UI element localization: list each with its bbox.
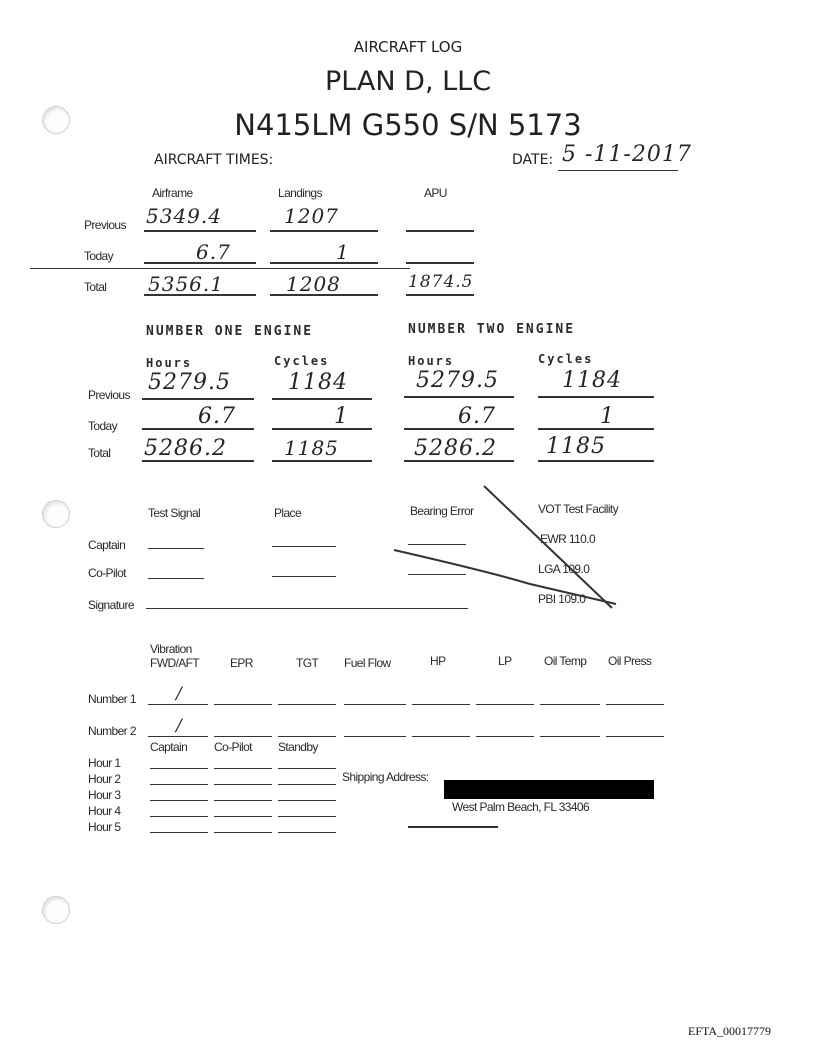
crew-header-co-pilot: Co-Pilot xyxy=(214,740,252,754)
landings-today: 1 xyxy=(336,240,350,264)
engine-one-title: NUMBER ONE ENGINE xyxy=(146,324,314,339)
engine-two-hours-header: Hours xyxy=(408,354,455,368)
vor-cross-out-mark xyxy=(380,480,630,620)
apu-today-line xyxy=(406,262,474,264)
co-pilot-test-signal-line xyxy=(148,578,204,579)
param-header-epr: EPR xyxy=(230,656,253,670)
hour-3-standby-line xyxy=(278,800,336,801)
vibration-number-1: / xyxy=(176,684,183,704)
punch-hole-middle xyxy=(42,500,70,528)
shipping-address-label: Shipping Address: xyxy=(342,770,429,784)
bates-number: EFTA_00017779 xyxy=(688,1024,772,1038)
engine-one-hours-previous: 5279.5 xyxy=(148,370,231,395)
hour-2-standby-line xyxy=(278,784,336,785)
engine-two-cycles-today: 1 xyxy=(600,404,615,429)
engine-one-cycles-previous-line xyxy=(272,398,372,400)
facility-ewr: EWR 110.0 xyxy=(540,532,596,546)
number-1-lp-line xyxy=(476,704,534,705)
facility-lga: LGA 109.0 xyxy=(538,562,590,576)
number-2-oil-press-line xyxy=(606,736,664,737)
redacted-address-block xyxy=(444,780,654,799)
times-row-label-today: Today xyxy=(84,249,114,263)
hour-1-co-pilot-line xyxy=(214,768,272,769)
log-title: AIRCRAFT LOG xyxy=(353,38,463,56)
captain-place-line xyxy=(272,546,336,547)
number-2-epr-line xyxy=(214,736,272,737)
hour-4-standby-line xyxy=(278,816,336,817)
engine-two-hours-today: 6.7 xyxy=(458,404,496,429)
airframe-today: 6.7 xyxy=(196,240,231,264)
landings-total: 1208 xyxy=(286,272,341,296)
number-2-lp-line xyxy=(476,736,534,737)
engine-two-cycles-previous-line xyxy=(538,396,654,398)
airframe-previous-line xyxy=(144,230,256,232)
vor-row-label-captain: Captain xyxy=(88,538,126,552)
number-1-oil-press-line xyxy=(606,704,664,705)
landings-today-line xyxy=(270,262,378,264)
param-header-oil-press: Oil Press xyxy=(608,654,652,668)
vor-row-label-co-pilot: Co-Pilot xyxy=(88,566,126,580)
crew-row-label-hour-5: Hour 5 xyxy=(88,820,121,834)
shipping-city: West Palm Beach, FL 33406 xyxy=(452,800,590,814)
number-2-oil-temp-line xyxy=(540,736,600,737)
engine-two-cycles-previous: 1184 xyxy=(562,368,622,393)
hour-5-captain-line xyxy=(150,832,208,833)
times-row-label-previous: Previous xyxy=(84,218,126,232)
captain-test-signal-line xyxy=(148,548,204,549)
engine-two-cycles-header: Cycles xyxy=(538,352,594,366)
apu-previous-line xyxy=(406,230,474,232)
engine-one-cycles-header: Cycles xyxy=(274,354,330,368)
vot-test-facility-header: VOT Test Facility xyxy=(538,502,619,516)
number-1-epr-line xyxy=(214,704,272,705)
engine-one-hours-previous-line xyxy=(142,398,254,400)
crew-row-label-hour-2: Hour 2 xyxy=(88,772,121,786)
engine-one-cycles-today: 1 xyxy=(334,404,349,429)
punch-hole-bottom xyxy=(42,896,70,924)
hour-1-standby-line xyxy=(278,768,336,769)
param-row-label-number-1: Number 1 xyxy=(88,692,136,706)
crew-row-label-hour-3: Hour 3 xyxy=(88,788,121,802)
bearing-error-header: Bearing Error xyxy=(410,504,474,518)
engine-two-cycles-today-line xyxy=(538,428,654,430)
times-total-divider xyxy=(30,268,410,269)
number-1-tgt-line xyxy=(278,704,336,705)
airframe-total-line xyxy=(144,294,256,296)
engine-row-label-total: Total xyxy=(88,446,111,460)
apu-header: APU xyxy=(424,186,447,200)
airframe-previous: 5349.4 xyxy=(146,204,222,228)
hour-5-co-pilot-line xyxy=(214,832,272,833)
number-2-tgt-line xyxy=(278,736,336,737)
airframe-today-line xyxy=(144,262,256,264)
param-row-label-number-2: Number 2 xyxy=(88,724,136,738)
date-label: DATE: xyxy=(512,152,554,168)
vor-row-label-signature: Signature xyxy=(88,598,134,612)
airframe-total: 5356.1 xyxy=(148,272,224,296)
date-value: 5 -11-2017 xyxy=(562,142,692,167)
hour-4-co-pilot-line xyxy=(214,816,272,817)
facility-pbi: PBI 109.0 xyxy=(538,592,586,606)
number-2-fuel-flow-line xyxy=(344,736,406,737)
engine-one-cycles-total: 1185 xyxy=(284,436,339,460)
engine-one-hours-total-line xyxy=(142,460,254,462)
param-header-fwd-aft: FWD/AFT xyxy=(150,656,200,670)
crew-row-label-hour-4: Hour 4 xyxy=(88,804,121,818)
number-1-oil-temp-line xyxy=(540,704,600,705)
hour-1-captain-line xyxy=(150,768,208,769)
hour-3-captain-line xyxy=(150,800,208,801)
date-underline xyxy=(558,170,678,171)
engine-two-hours-today-line xyxy=(404,428,514,430)
engine-two-hours-total-line xyxy=(404,460,514,462)
engine-two-hours-previous-line xyxy=(404,396,514,398)
test-signal-header: Test Signal xyxy=(148,506,201,520)
landings-header: Landings xyxy=(278,186,322,200)
engine-two-hours-total: 5286.2 xyxy=(414,436,497,461)
engine-row-label-previous: Previous xyxy=(88,388,130,402)
param-header-fuel-flow: Fuel Flow xyxy=(344,656,391,670)
number-2-fwd-aft-line xyxy=(148,736,208,737)
number-1-fuel-flow-line xyxy=(344,704,406,705)
place-header: Place xyxy=(274,506,302,520)
co-pilot-place-line xyxy=(272,576,336,577)
engine-one-cycles-total-line xyxy=(272,460,372,462)
engine-one-cycles-previous: 1184 xyxy=(288,370,348,395)
hour-5-standby-line xyxy=(278,832,336,833)
param-header-lp: LP xyxy=(498,654,512,668)
shipping-city-line xyxy=(408,826,498,828)
engine-one-hours-today-line xyxy=(142,428,254,430)
airframe-header: Airframe xyxy=(152,186,193,200)
engine-two-hours-previous: 5279.5 xyxy=(416,368,499,393)
crew-header-standby: Standby xyxy=(278,740,318,754)
hour-2-co-pilot-line xyxy=(214,784,272,785)
hour-4-captain-line xyxy=(150,816,208,817)
param-header-tgt: TGT xyxy=(296,656,319,670)
engine-one-hours-total: 5286.2 xyxy=(144,436,227,461)
hour-3-co-pilot-line xyxy=(214,800,272,801)
crew-row-label-hour-1: Hour 1 xyxy=(88,756,121,770)
landings-total-line xyxy=(270,294,378,296)
number-2-hp-line xyxy=(412,736,470,737)
hour-2-captain-line xyxy=(150,784,208,785)
aircraft-times-label: AIRCRAFT TIMES: xyxy=(154,152,274,168)
aircraft-identifier: N415LM G550 S/N 5173 xyxy=(234,108,582,142)
company-name: PLAN D, LLC xyxy=(324,66,492,97)
apu-total-line xyxy=(406,294,474,296)
number-1-hp-line xyxy=(412,704,470,705)
vibration-number-2: / xyxy=(176,716,183,736)
engine-two-cycles-total: 1185 xyxy=(546,434,606,459)
vibration-header: Vibration xyxy=(150,642,192,656)
param-header-oil-temp: Oil Temp xyxy=(544,654,587,668)
engine-two-title: NUMBER TWO ENGINE xyxy=(408,322,576,337)
engine-one-hours-header: Hours xyxy=(146,356,193,370)
engine-two-cycles-total-line xyxy=(538,460,654,462)
number-1-fwd-aft-line xyxy=(148,704,208,705)
landings-previous-line xyxy=(270,230,378,232)
apu-total: 1874.5 xyxy=(408,272,474,292)
engine-row-label-today: Today xyxy=(88,419,118,433)
param-header-hp: HP xyxy=(430,654,446,668)
landings-previous: 1207 xyxy=(284,204,339,228)
crew-header-captain: Captain xyxy=(150,740,188,754)
engine-one-cycles-today-line xyxy=(272,428,372,430)
engine-one-hours-today: 6.7 xyxy=(198,404,236,429)
times-row-label-total: Total xyxy=(84,280,107,294)
